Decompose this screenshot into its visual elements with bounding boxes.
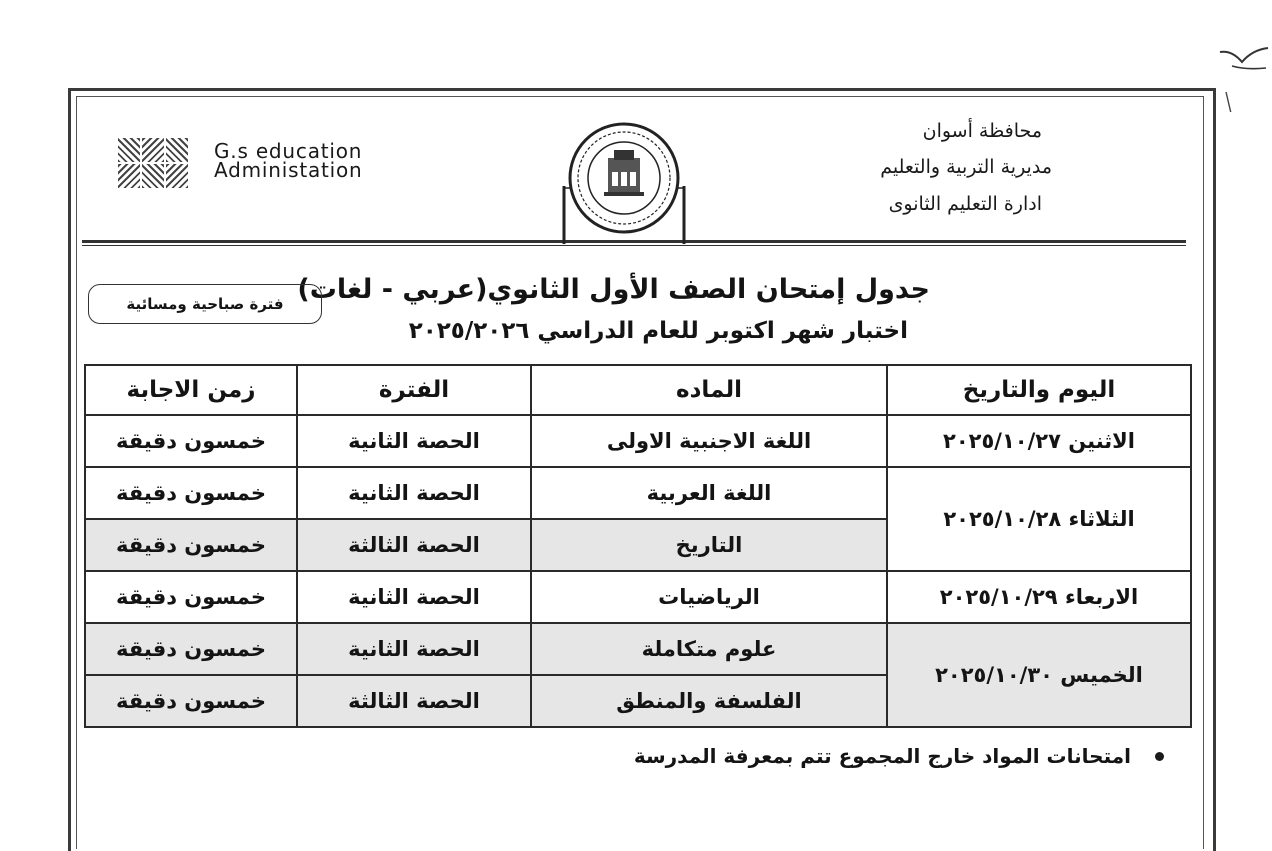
period-cell: الحصة الثانية <box>297 571 531 623</box>
subject-cell: التاريخ <box>531 519 887 571</box>
exam-schedule-table <box>84 364 1192 728</box>
geometric-pattern-logo-icon <box>118 138 188 188</box>
schedule-subtitle: اختبار شهر اكتوبر للعام الدراسي ٢٠٢٥/٢٠٢٦ <box>408 318 908 344</box>
duration-cell: خمسون دقيقة <box>85 415 297 467</box>
table-header-row <box>85 365 1191 415</box>
subject-cell: اللغة الاجنبية الاولى <box>531 415 887 467</box>
duration-cell: خمسون دقيقة <box>85 623 297 675</box>
period-cell: الحصة الثالثة <box>297 675 531 727</box>
duration-cell: خمسون دقيقة <box>85 519 297 571</box>
latin-header-text <box>214 139 363 182</box>
latin-line-1: G.s education <box>214 139 363 163</box>
period-cell: الحصة الثالثة <box>297 519 531 571</box>
administration-name: ادارة التعليم الثانوى <box>888 193 1042 215</box>
schedule-title: جدول إمتحان الصف الأول الثانوي(عربي - لغات) <box>297 274 930 305</box>
header-duration: زمن الاجابة <box>85 365 297 415</box>
corner-scribble-icon <box>1212 22 1272 112</box>
period-cell: الحصة الثانية <box>297 623 531 675</box>
duration-cell: خمسون دقيقة <box>85 571 297 623</box>
bullet-dot-icon <box>1155 752 1164 761</box>
subject-cell: علوم متكاملة <box>531 623 887 675</box>
header-subject: الماده <box>531 365 887 415</box>
day-date-cell: الاثنين ٢٠٢٥/١٠/٢٧ <box>887 415 1191 467</box>
period-cell: الحصة الثانية <box>297 415 531 467</box>
day-date-cell: الاربعاء ٢٠٢٥/١٠/٢٩ <box>887 571 1191 623</box>
duration-cell: خمسون دقيقة <box>85 467 297 519</box>
header-period: الفترة <box>297 365 531 415</box>
table-row <box>85 571 1191 623</box>
directorate-seal-icon <box>560 122 688 246</box>
table-row <box>85 623 1191 675</box>
table-row <box>85 415 1191 467</box>
day-date-cell: الثلاثاء ٢٠٢٥/١٠/٢٨ <box>887 467 1191 571</box>
governorate-name: محافظة أسوان <box>922 120 1042 142</box>
day-date-cell: الخميس ٢٠٢٥/١٠/٣٠ <box>887 623 1191 727</box>
period-cell: الحصة الثانية <box>297 467 531 519</box>
latin-line-2: Administation <box>214 158 363 182</box>
subject-cell: اللغة العربية <box>531 467 887 519</box>
subject-cell: الفلسفة والمنطق <box>531 675 887 727</box>
period-badge: فترة صباحية ومسائية <box>88 284 322 324</box>
exam-note <box>634 744 1164 768</box>
exam-note-text: امتحانات المواد خارج المجموع تتم بمعرفة المدرسة <box>633 744 1131 768</box>
duration-cell: خمسون دقيقة <box>85 675 297 727</box>
table-row <box>85 467 1191 519</box>
subject-cell: الرياضيات <box>531 571 887 623</box>
directorate-name: مديرية التربية والتعليم <box>880 156 1052 178</box>
header-day-date: اليوم والتاريخ <box>887 365 1191 415</box>
